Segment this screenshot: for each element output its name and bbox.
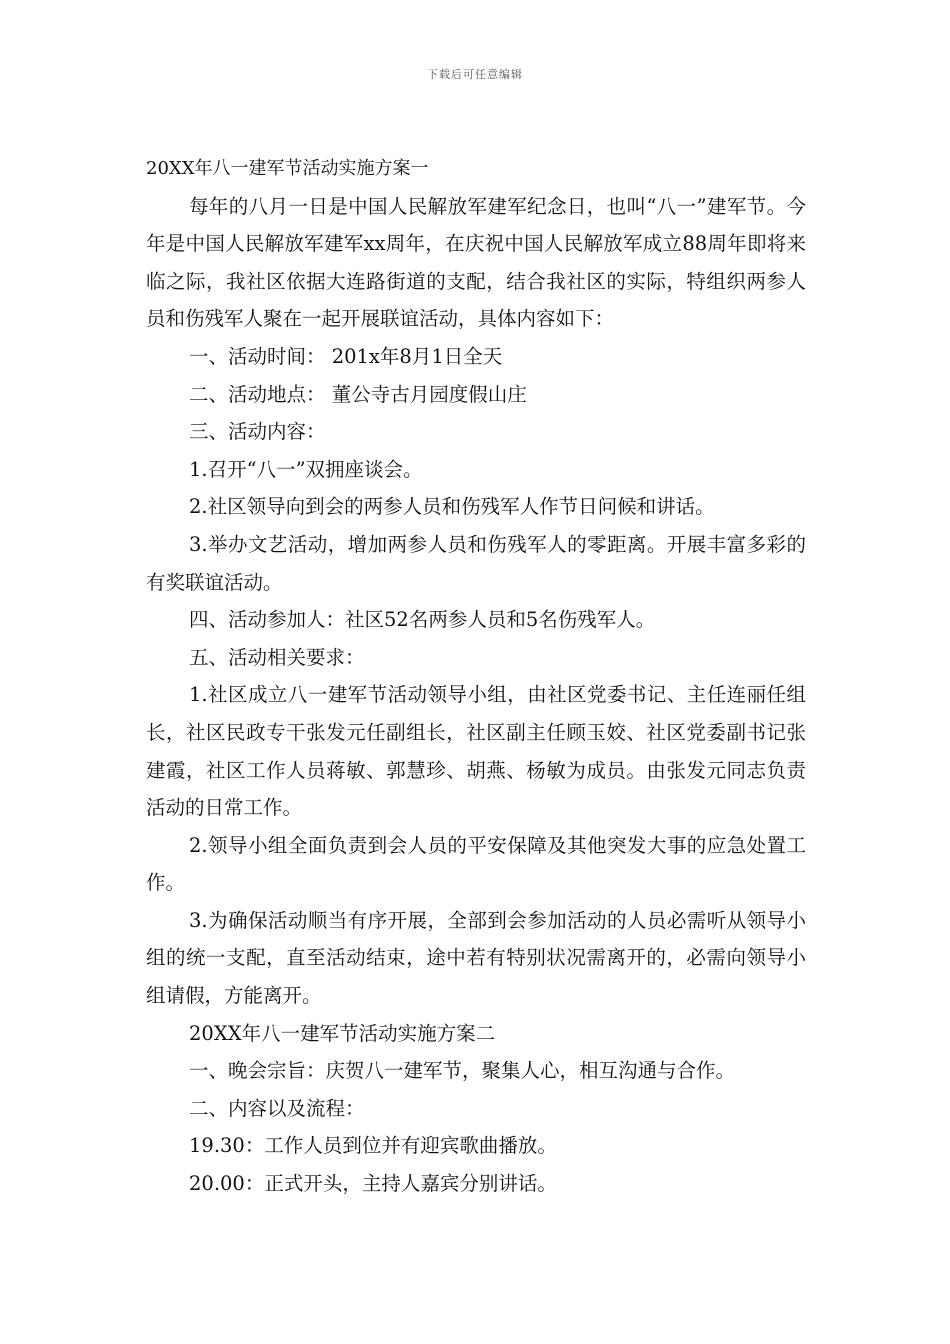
activity-content-heading: 三、活动内容： <box>189 420 326 444</box>
flow-item-2000: 20.00：正式开头，主持人嘉宾分别讲话。 <box>189 1172 557 1196</box>
intro-paragraph: 每年的八月一日是中国人民解放军建军纪念日，也叫“八一”建军节。今年是中国人民解放军建军xx周年，在庆祝中国人民解放军成立88周年即将来临之际，我社区依据大连路街道的支配，结合我社区的实际，特组织两参人员和伤残军人聚在一起开展联谊活动，具体内容如下： <box>146 194 806 331</box>
activity-content-item-3: 3.举办文艺活动，增加两参人员和伤残军人的零距离。开展丰富多彩的有奖联谊活动。 <box>146 532 806 594</box>
requirement-item-1: 1.社区成立八一建军节活动领导小组，由社区党委书记、主任连丽任组长，社区民政专干张发元任副组长，社区副主任顾玉姣、社区党委副书记张建霞，社区工作人员蒋敏、郭慧珍、胡燕、杨敏为成员。由张发元同志负责活动的日常工作。 <box>146 683 806 820</box>
page-header-note: 下载后可任意编辑 <box>427 68 523 81</box>
requirements-heading: 五、活动相关要求： <box>189 645 365 669</box>
plan-two-title: 20XX年八一建军节活动实施方案二 <box>189 1021 496 1045</box>
activity-content-item-2: 2.社区领导向到会的两参人员和伤残军人作节日问候和讲话。 <box>189 495 715 519</box>
activity-time-item: 一、活动时间： 201x年8月1日全天 <box>189 344 503 368</box>
party-purpose-item: 一、晚会宗旨：庆贺八一建军节，聚集人心，相互沟通与合作。 <box>189 1059 736 1083</box>
activity-place-item: 二、活动地点： 董公寺古月园度假山庄 <box>189 382 527 406</box>
requirement-item-2: 2.领导小组全面负责到会人员的平安保障及其他突发大事的应急处置工作。 <box>146 833 806 895</box>
participants-item: 四、活动参加人：社区52名两参人员和5名伤残军人。 <box>189 608 656 632</box>
plan-one-title: 20XX年八一建军节活动实施方案一 <box>146 158 429 179</box>
flow-heading: 二、内容以及流程： <box>189 1096 365 1120</box>
document-body <box>146 150 806 1203</box>
requirement-item-3: 3.为确保活动顺当有序开展，全部到会参加活动的人员必需听从领导小组的统一支配，直至活动结束，途中若有特别状况需离开的，必需向领导小组请假，方能离开。 <box>146 908 806 1008</box>
activity-content-item-1: 1.召开“八一”双拥座谈会。 <box>189 457 423 481</box>
flow-item-1930: 19.30：工作人员到位并有迎宾歌曲播放。 <box>189 1134 557 1158</box>
